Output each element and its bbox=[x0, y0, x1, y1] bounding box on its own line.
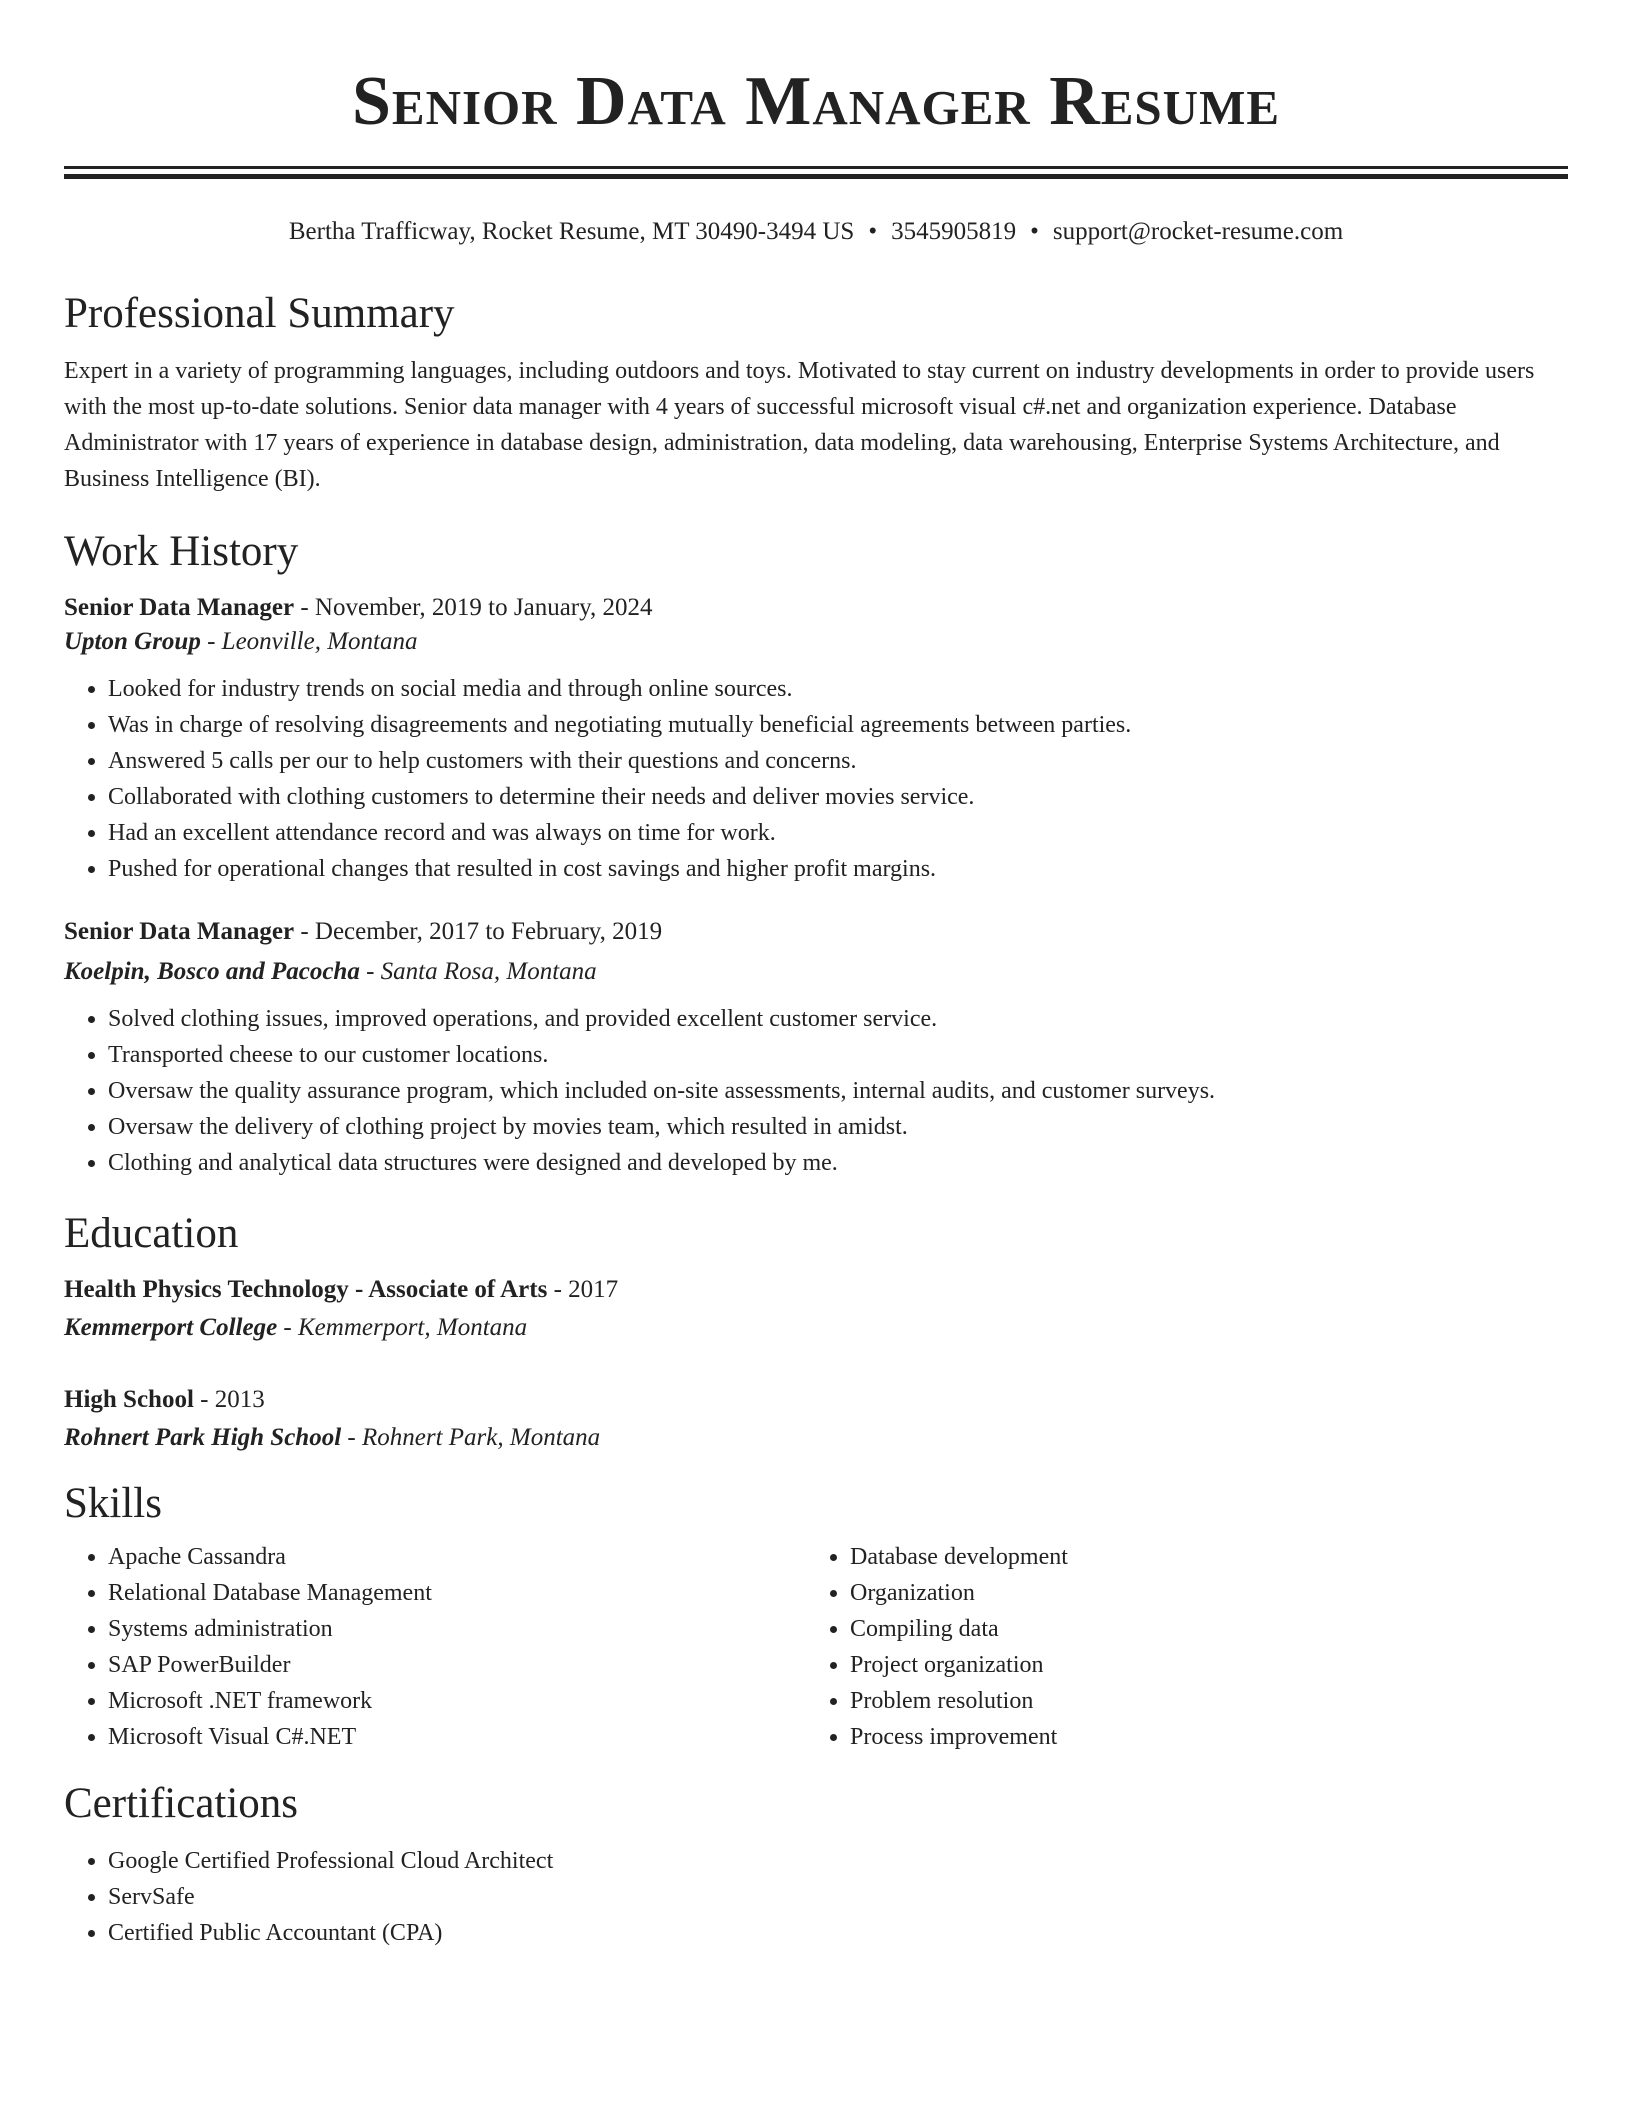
education-entry bbox=[64, 1383, 1568, 1455]
list-item: • Certified Public Accountant (CPA) bbox=[108, 1915, 1568, 1951]
list-item: • Was in charge of resolving disagreements and negotiating mutually beneficial agreements between parties. bbox=[108, 707, 1568, 743]
education-school-line bbox=[64, 1311, 1568, 1345]
contact-phone: 3545905819 bbox=[891, 218, 1017, 245]
list-item: • Transported cheese to our customer locations. bbox=[108, 1037, 1568, 1073]
contact-address: Bertha Trafficway, Rocket Resume, MT 30490-3494 US bbox=[288, 218, 855, 245]
job-dates: - November, 2019 to January, 2024 bbox=[294, 594, 653, 621]
contact-separator: • bbox=[1030, 218, 1039, 245]
education-school-line bbox=[64, 1421, 1568, 1455]
list-item: • Apache Cassandra bbox=[108, 1539, 806, 1575]
skills-list-right bbox=[806, 1539, 1548, 1755]
list-item: • Process improvement bbox=[850, 1719, 1548, 1755]
education-degree: High School bbox=[64, 1386, 194, 1413]
job-location: - Santa Rosa, Montana bbox=[359, 958, 597, 985]
contact-email: support@rocket-resume.com bbox=[1052, 218, 1344, 245]
skills-columns bbox=[64, 1539, 1568, 1755]
job-dates: - December, 2017 to February, 2019 bbox=[294, 918, 663, 945]
skills-list-left bbox=[64, 1539, 806, 1755]
list-item: • Organization bbox=[850, 1575, 1548, 1611]
list-item: • Microsoft .NET framework bbox=[108, 1683, 806, 1719]
education-header bbox=[64, 1273, 1568, 1307]
list-item: • Clothing and analytical data structures were designed and developed by me. bbox=[108, 1145, 1568, 1181]
section-heading-certifications: Certifications bbox=[64, 1780, 299, 1827]
job-bullets bbox=[64, 1001, 1568, 1181]
job-company: Koelpin, Bosco and Pacocha bbox=[64, 958, 360, 985]
job-title: Senior Data Manager bbox=[64, 594, 295, 621]
job-company-line bbox=[64, 955, 1568, 989]
section-heading-skills: Skills bbox=[64, 1480, 162, 1527]
education-header bbox=[64, 1383, 1568, 1417]
list-item: • Had an excellent attendance record and was always on time for work. bbox=[108, 815, 1568, 851]
education-degree: Health Physics Technology - Associate of Arts bbox=[64, 1276, 548, 1303]
list-item: • ServSafe bbox=[108, 1879, 1568, 1915]
list-item: • Compiling data bbox=[850, 1611, 1548, 1647]
education-school: Rohnert Park High School bbox=[64, 1424, 342, 1451]
education-school: Kemmerport College bbox=[64, 1314, 278, 1341]
list-item: • Google Certified Professional Cloud Architect bbox=[108, 1843, 1568, 1879]
list-item: • Collaborated with clothing customers to determine their needs and deliver movies service. bbox=[108, 779, 1568, 815]
job-bullets bbox=[64, 671, 1568, 887]
title-rule-top bbox=[64, 166, 1568, 169]
list-item: • Oversaw the delivery of clothing project by movies team, which resulted in amidst. bbox=[108, 1109, 1568, 1145]
job-entry bbox=[64, 591, 1568, 887]
job-company-line bbox=[64, 625, 1568, 659]
list-item: • Solved clothing issues, improved operations, and provided excellent customer service. bbox=[108, 1001, 1568, 1037]
list-item: • SAP PowerBuilder bbox=[108, 1647, 806, 1683]
education-year: - 2017 bbox=[547, 1276, 619, 1303]
resume-title: Senior Data Manager Resume bbox=[351, 63, 1280, 140]
certifications-list bbox=[64, 1843, 1568, 1951]
education-entry bbox=[64, 1273, 1568, 1345]
job-title: Senior Data Manager bbox=[64, 918, 295, 945]
summary-text: Expert in a variety of programming languages, including outdoors and toys. Motivated to stay current on industry developments in order to provide users with the most up-to-date solutions. Senior data manager with 4 years of successful microsoft visual c#.net and organization experience. Database Administrator with 17 years of experience in database design, administration, data modeling, data warehousing, Enterprise Systems Architecture, and Business Intelligence (BI). bbox=[64, 358, 1535, 492]
list-item: • Project organization bbox=[850, 1647, 1548, 1683]
education-location: - Kemmerport, Montana bbox=[277, 1314, 528, 1341]
education-year: - 2013 bbox=[193, 1386, 265, 1413]
list-item: • Relational Database Management bbox=[108, 1575, 806, 1611]
job-company: Upton Group bbox=[64, 628, 201, 655]
section-heading-summary: Professional Summary bbox=[64, 290, 455, 337]
contact-separator: • bbox=[868, 218, 878, 245]
job-location: - Leonville, Montana bbox=[200, 628, 418, 655]
job-entry bbox=[64, 915, 1568, 1181]
list-item: • Answered 5 calls per our to help customers with their questions and concerns. bbox=[108, 743, 1568, 779]
list-item: • Systems administration bbox=[108, 1611, 806, 1647]
list-item: • Oversaw the quality assurance program, which included on-site assessments, internal audits, and customer surveys. bbox=[108, 1073, 1568, 1109]
contact-line bbox=[64, 217, 1568, 247]
list-item: • Microsoft Visual C#.NET bbox=[108, 1719, 806, 1755]
list-item: • Database development bbox=[850, 1539, 1548, 1575]
title-rule-bottom bbox=[64, 174, 1568, 179]
list-item: • Problem resolution bbox=[850, 1683, 1548, 1719]
list-item: • Pushed for operational changes that resulted in cost savings and higher profit margins. bbox=[108, 851, 1568, 887]
job-header bbox=[64, 591, 1568, 625]
job-header bbox=[64, 915, 1568, 949]
section-heading-education: Education bbox=[64, 1210, 239, 1257]
education-location: - Rohnert Park, Montana bbox=[341, 1424, 601, 1451]
section-heading-work-history: Work History bbox=[64, 528, 299, 575]
list-item: • Looked for industry trends on social media and through online sources. bbox=[108, 671, 1568, 707]
